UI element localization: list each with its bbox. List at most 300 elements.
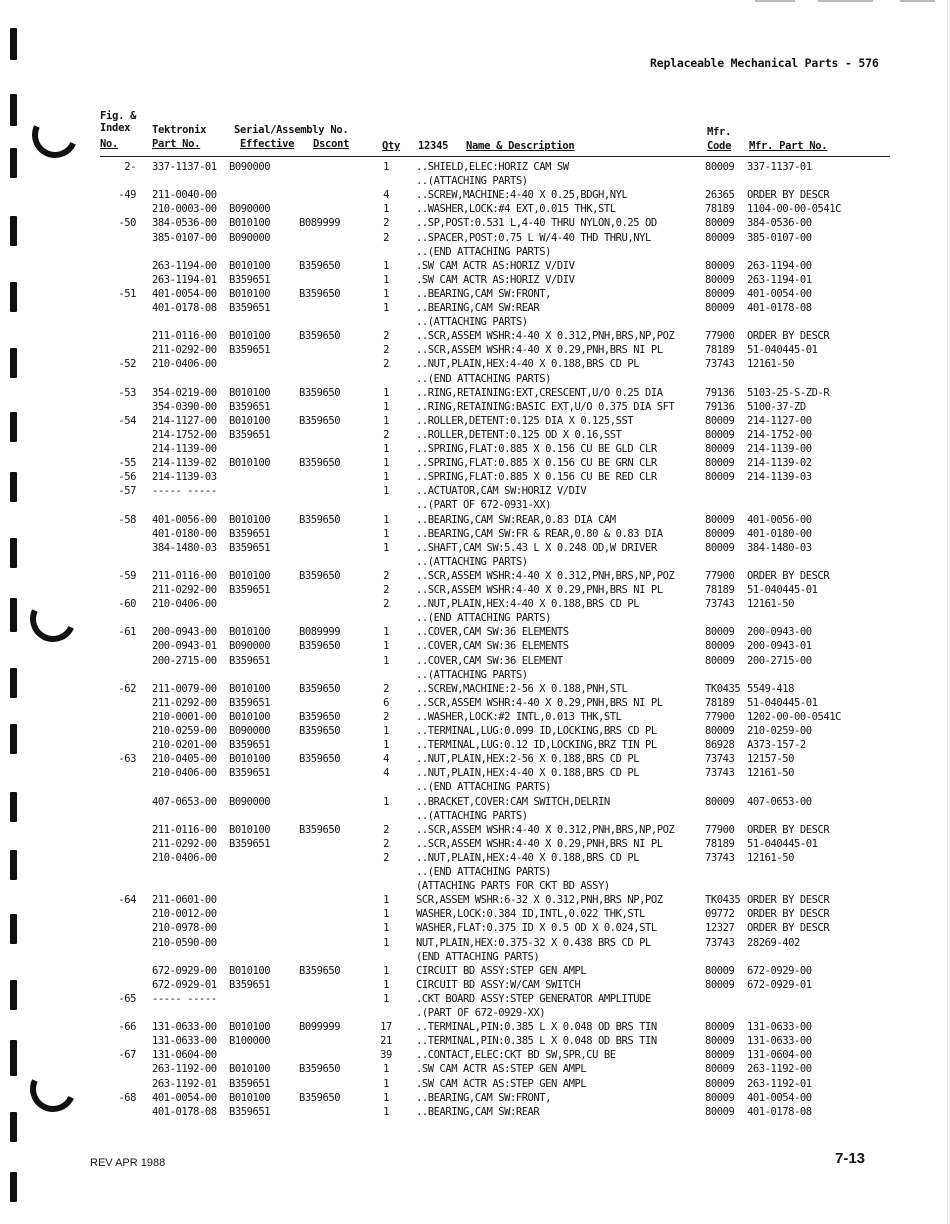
mfr-code: 80009 [705, 1091, 735, 1104]
quantity: 2 [383, 682, 389, 695]
serial-discontinued: B099999 [299, 1021, 341, 1034]
mfr-code: 79136 [705, 400, 735, 413]
serial-discontinued: B359650 [299, 569, 341, 582]
mfr-code: 73743 [705, 358, 735, 371]
table-row [0, 484, 950, 498]
mfr-code: 80009 [705, 626, 735, 639]
mfr-code: 79136 [705, 386, 735, 399]
mfr-part-number: ORDER BY DESCR [747, 330, 830, 343]
fig-index: -54 [118, 414, 136, 427]
mfr-code: 80009 [705, 541, 735, 554]
mfr-part-number: 12161-50 [747, 851, 794, 864]
tektronix-part-number: 401-0178-08 [152, 302, 217, 314]
header-fig-line1: Fig. & [100, 110, 137, 122]
table-row [0, 245, 950, 259]
table-row [0, 950, 950, 964]
table-row [0, 569, 950, 583]
tektronix-part-number: 384-1480-03 [152, 541, 217, 554]
description: ..NUT,PLAIN,HEX:4-40 X 0.188,BRS CD PL [416, 598, 640, 611]
description: ..NUT,PLAIN,HEX:2-56 X 0.188,BRS CD PL [416, 753, 640, 766]
quantity: 1 [383, 302, 389, 314]
serial-effective: B010100 [229, 513, 271, 526]
mfr-code: 80009 [705, 457, 735, 470]
quantity: 1 [383, 1105, 389, 1118]
serial-discontinued: B359650 [299, 287, 341, 300]
mfr-part-number: 263-1192-00 [747, 1063, 812, 1076]
serial-effective: B010100 [229, 386, 271, 399]
mfr-part-number: 214-1139-03 [747, 471, 812, 484]
mfr-code: 77900 [705, 823, 735, 836]
mfr-code: 77900 [705, 569, 735, 582]
description: .SW CAM ACTR AS:STEP GEN AMPL [416, 1063, 587, 1076]
mfr-part-number: 12157-50 [747, 753, 794, 766]
description: ..(END ATTACHING PARTS) [416, 372, 552, 385]
table-row [0, 541, 950, 555]
quantity: 1 [383, 513, 389, 526]
mfr-code: TK0435 [705, 682, 741, 695]
quantity: 1 [383, 908, 389, 921]
serial-effective: B359651 [229, 302, 271, 314]
tektronix-part-number: 200-0943-00 [152, 626, 217, 639]
description: ..(PART OF 672-0931-XX) [416, 499, 552, 512]
description: ..SHIELD,ELEC:HORIZ CAM SW [416, 161, 569, 173]
serial-effective: B359651 [229, 541, 271, 554]
description: ..TERMINAL,LUG:0.12 ID,LOCKING,BRZ TIN PL [416, 739, 657, 752]
mfr-part-number: 214-1752-00 [747, 428, 812, 441]
tektronix-part-number: 672-0929-00 [152, 964, 217, 977]
serial-effective: B010100 [229, 964, 271, 977]
description: SCR,ASSEM WSHR:6-32 X 0.312,PNH,BRS NP,POZ [416, 894, 663, 907]
serial-effective: B359651 [229, 344, 271, 357]
tektronix-part-number: 210-0406-00 [152, 851, 217, 864]
table-row [0, 809, 950, 823]
header-fig-line2: Index [100, 122, 131, 134]
serial-effective: B359651 [229, 1077, 271, 1090]
fig-index: -55 [118, 457, 136, 470]
quantity: 1 [383, 964, 389, 977]
table-row [0, 231, 950, 245]
table-row [0, 1048, 950, 1062]
serial-discontinued: B359650 [299, 823, 341, 836]
table-row [0, 738, 950, 752]
table-row [0, 1091, 950, 1105]
serial-effective: B359651 [229, 739, 271, 752]
table-row [0, 555, 950, 569]
table-row [0, 513, 950, 527]
description: ..NUT,PLAIN,HEX:4-40 X 0.188,BRS CD PL [416, 767, 640, 780]
description: ..SCREW,MACHINE:4-40 X 0.25,BDGH,NYL [416, 189, 628, 202]
mfr-code: 80009 [705, 795, 735, 808]
quantity: 1 [383, 992, 389, 1005]
quantity: 39 [380, 1049, 392, 1062]
quantity: 2 [383, 217, 389, 230]
serial-discontinued: B359650 [299, 386, 341, 399]
table-row [0, 188, 950, 202]
description: ..BEARING,CAM SW:FR & REAR,0.80 & 0.83 DIA [416, 527, 663, 540]
description: ..SCR,ASSEM WSHR:4-40 X 0.312,PNH,BRS,NP,POZ [416, 569, 675, 582]
description: ..ACTUATOR,CAM SW:HORIZ V/DIV [416, 485, 587, 498]
tektronix-part-number: 214-1127-00 [152, 414, 217, 427]
description: ..WASHER,LOCK:#2 INTL,0.013 THK,STL [416, 710, 622, 723]
tektronix-part-number: 337-1137-01 [152, 161, 217, 173]
description: ..SCREW,MACHINE:2-56 X 0.188,PNH,STL [416, 682, 628, 695]
mfr-part-number: ORDER BY DESCR [747, 894, 830, 907]
description: .SW CAM ACTR AS:HORIZ V/DIV [416, 259, 575, 272]
description: ..ROLLER,DETENT:0.125 DIA X 0.125,SST [416, 414, 634, 427]
mfr-code: 80009 [705, 964, 735, 977]
mfr-part-number: ORDER BY DESCR [747, 569, 830, 582]
serial-effective: B010100 [229, 217, 271, 230]
fig-index: -58 [118, 513, 136, 526]
tektronix-part-number: 210-0406-00 [152, 598, 217, 611]
page-title: Replaceable Mechanical Parts - 576 [650, 56, 879, 70]
description: ..NUT,PLAIN,HEX:4-40 X 0.188,BRS CD PL [416, 358, 640, 371]
mfr-code: 80009 [705, 513, 735, 526]
description: WASHER,FLAT:0.375 ID X 0.5 OD X 0.024,STL [416, 922, 657, 935]
tektronix-part-number: 211-0116-00 [152, 823, 217, 836]
fig-index: -49 [118, 189, 136, 202]
quantity: 1 [383, 471, 389, 484]
description: ..BRACKET,COVER:CAM SWITCH,DELRIN [416, 795, 610, 808]
mfr-part-number: 401-0056-00 [747, 513, 812, 526]
quantity: 1 [383, 795, 389, 808]
tektronix-part-number: 214-1139-03 [152, 471, 217, 484]
table-row [0, 470, 950, 484]
serial-effective: B359651 [229, 527, 271, 540]
fig-index: -57 [118, 485, 136, 498]
serial-effective: B090000 [229, 725, 271, 737]
quantity: 1 [383, 978, 389, 991]
table-row [0, 1105, 950, 1119]
table-row [0, 174, 950, 188]
mfr-code: 80009 [705, 1063, 735, 1076]
tektronix-part-number: 211-0040-00 [152, 189, 217, 202]
description: (ATTACHING PARTS FOR CKT BD ASSY) [416, 880, 610, 893]
description: CIRCUIT BD ASSY:W/CAM SWITCH [416, 978, 581, 991]
description: .SW CAM ACTR AS:HORIZ V/DIV [416, 273, 575, 286]
tektronix-part-number: 401-0180-00 [152, 527, 217, 540]
tektronix-part-number: 131-0633-00 [152, 1035, 217, 1048]
tektronix-part-number: 210-0405-00 [152, 753, 217, 766]
table-row [0, 386, 950, 400]
tektronix-part-number: 263-1194-00 [152, 259, 217, 272]
description: ..COVER,CAM SW:36 ELEMENTS [416, 640, 569, 653]
serial-discontinued: B359650 [299, 1063, 341, 1076]
serial-effective: B090000 [229, 161, 271, 173]
quantity: 2 [383, 598, 389, 611]
serial-effective: B010100 [229, 753, 271, 766]
serial-discontinued: B359650 [299, 640, 341, 653]
mfr-code: 09772 [705, 908, 735, 921]
mfr-part-number: 407-0653-00 [747, 795, 812, 808]
quantity: 2 [383, 823, 389, 836]
serial-discontinued: B089999 [299, 217, 341, 230]
mfr-part-number: 384-1480-03 [747, 541, 812, 554]
table-row [0, 893, 950, 907]
table-row [0, 329, 950, 343]
mfr-code: 80009 [705, 287, 735, 300]
table-row [0, 611, 950, 625]
fig-index: -63 [118, 753, 136, 766]
mfr-code: 80009 [705, 443, 735, 455]
mfr-part-number: 1104-00-00-0541C [747, 203, 841, 216]
mfr-part-number: ORDER BY DESCR [747, 189, 830, 202]
mfr-code: 80009 [705, 978, 735, 991]
tektronix-part-number: 263-1192-00 [152, 1063, 217, 1076]
fig-index: -53 [118, 386, 136, 399]
serial-effective: B010100 [229, 287, 271, 300]
serial-effective: B010100 [229, 710, 271, 723]
fig-index: -68 [118, 1091, 136, 1104]
table-row [0, 456, 950, 470]
column-headers [0, 0, 950, 160]
quantity: 2 [383, 330, 389, 343]
serial-effective: B359651 [229, 584, 271, 596]
table-row [0, 216, 950, 230]
mfr-part-number: 263-1192-01 [747, 1077, 812, 1090]
mfr-part-number: 401-0054-00 [747, 1091, 812, 1104]
mfr-code: TK0435 [705, 894, 741, 907]
quantity: 2 [383, 358, 389, 371]
quantity: 1 [383, 654, 389, 667]
serial-effective: B359651 [229, 978, 271, 991]
description: ..RING,RETAINING:BASIC EXT,U/O 0.375 DIA SFT [416, 400, 675, 413]
tektronix-part-number: ----- ----- [152, 992, 217, 1005]
mfr-code: 80009 [705, 640, 735, 653]
serial-effective: B090000 [229, 203, 271, 216]
tektronix-part-number: 131-0604-00 [152, 1049, 217, 1062]
table-row [0, 654, 950, 668]
table-row [0, 273, 950, 287]
description: ..SCR,ASSEM WSHR:4-40 X 0.29,PNH,BRS NI PL [416, 344, 663, 357]
serial-discontinued: B359650 [299, 753, 341, 766]
quantity: 1 [383, 287, 389, 300]
mfr-code: 78189 [705, 696, 735, 709]
tektronix-part-number: 211-0292-00 [152, 696, 217, 709]
serial-discontinued: B359650 [299, 682, 341, 695]
description: ..SPRING,FLAT:0.885 X 0.156 CU BE GLD CLR [416, 443, 657, 455]
quantity: 4 [383, 767, 389, 780]
description: ..SCR,ASSEM WSHR:4-40 X 0.312,PNH,BRS,NP,POZ [416, 330, 675, 343]
mfr-part-number: 51-040445-01 [747, 696, 818, 709]
tektronix-part-number: 210-0406-00 [152, 767, 217, 780]
serial-effective: B010100 [229, 1021, 271, 1034]
quantity: 4 [383, 753, 389, 766]
tektronix-part-number: 263-1194-01 [152, 273, 217, 286]
fig-index: -67 [118, 1049, 136, 1062]
serial-effective: B359651 [229, 1105, 271, 1118]
fig-index: -66 [118, 1021, 136, 1034]
tektronix-part-number: 200-0943-01 [152, 640, 217, 653]
tektronix-part-number: 210-0978-00 [152, 922, 217, 935]
description: (END ATTACHING PARTS) [416, 950, 540, 963]
tektronix-part-number: 210-0259-00 [152, 725, 217, 737]
description: NUT,PLAIN,HEX:0.375-32 X 0.438 BRS CD PL [416, 936, 651, 949]
quantity: 2 [383, 851, 389, 864]
serial-effective: B010100 [229, 330, 271, 343]
mfr-part-number: ORDER BY DESCR [747, 823, 830, 836]
tektronix-part-number: 401-0178-08 [152, 1105, 217, 1118]
header-tek-line1: Tektronix [152, 124, 207, 136]
serial-discontinued: B359650 [299, 725, 341, 737]
mfr-part-number: 401-0178-08 [747, 302, 812, 314]
table-row [0, 1006, 950, 1020]
quantity: 1 [383, 640, 389, 653]
tektronix-part-number: 211-0601-00 [152, 894, 217, 907]
tektronix-part-number: 131-0633-00 [152, 1021, 217, 1034]
mfr-code: 80009 [705, 414, 735, 427]
serial-effective: B010100 [229, 569, 271, 582]
table-row [0, 879, 950, 893]
description: ..BEARING,CAM SW:REAR [416, 1105, 540, 1118]
serial-discontinued: B359650 [299, 457, 341, 470]
table-row [0, 315, 950, 329]
mfr-part-number: A373-157-2 [747, 739, 806, 752]
mfr-part-number: ORDER BY DESCR [747, 908, 830, 921]
description: ..(END ATTACHING PARTS) [416, 245, 552, 258]
header-fig-line3: No. [100, 138, 119, 150]
table-row [0, 668, 950, 682]
quantity: 1 [383, 273, 389, 286]
tektronix-part-number: 210-0406-00 [152, 358, 217, 371]
description: ..RING,RETAINING:EXT,CRESCENT,U/O 0.25 DIA [416, 386, 663, 399]
serial-discontinued: B359650 [299, 710, 341, 723]
tektronix-part-number: 210-0201-00 [152, 739, 217, 752]
serial-effective: B010100 [229, 1091, 271, 1104]
table-row [0, 865, 950, 879]
description: ..TERMINAL,PIN:0.385 L X 0.048 OD BRS TIN [416, 1035, 657, 1048]
header-rule [100, 156, 890, 157]
description: CIRCUIT BD ASSY:STEP GEN AMPL [416, 964, 587, 977]
tektronix-part-number: 401-0054-00 [152, 1091, 217, 1104]
mfr-part-number: 401-0180-00 [747, 527, 812, 540]
quantity: 2 [383, 569, 389, 582]
tektronix-part-number: ----- ----- [152, 485, 217, 498]
description: ..TERMINAL,LUG:0.099 ID,LOCKING,BRS CD PL [416, 725, 657, 737]
description: ..(ATTACHING PARTS) [416, 555, 528, 568]
quantity: 1 [383, 1091, 389, 1104]
header-tek-line2: Part No. [152, 138, 201, 150]
tektronix-part-number: 200-2715-00 [152, 654, 217, 667]
quantity: 1 [383, 443, 389, 455]
tektronix-part-number: 210-0003-00 [152, 203, 217, 216]
mfr-part-number: 385-0107-00 [747, 231, 812, 244]
tektronix-part-number: 211-0116-00 [152, 330, 217, 343]
tektronix-part-number: 210-0590-00 [152, 936, 217, 949]
table-row [0, 921, 950, 935]
mfr-part-number: 337-1137-01 [747, 161, 812, 173]
header-desc-name: Name & Description [466, 140, 575, 152]
tektronix-part-number: 211-0292-00 [152, 837, 217, 850]
description: ..ROLLER,DETENT:0.125 OD X 0.16,SST [416, 428, 622, 441]
mfr-part-number: 263-1194-00 [747, 259, 812, 272]
serial-effective: B359651 [229, 767, 271, 780]
mfr-part-number: 214-1127-00 [747, 414, 812, 427]
serial-effective: B090000 [229, 231, 271, 244]
tektronix-part-number: 214-1752-00 [152, 428, 217, 441]
serial-effective: B359651 [229, 654, 271, 667]
table-row [0, 936, 950, 950]
quantity: 2 [383, 428, 389, 441]
tektronix-part-number: 211-0292-00 [152, 344, 217, 357]
mfr-part-number: 5103-25-S-ZD-R [747, 386, 830, 399]
table-row [0, 160, 950, 174]
quantity: 1 [383, 527, 389, 540]
quantity: 2 [383, 344, 389, 357]
quantity: 1 [383, 1063, 389, 1076]
mfr-part-number: 28269-402 [747, 936, 800, 949]
description: ..(END ATTACHING PARTS) [416, 612, 552, 625]
mfr-part-number: 263-1194-01 [747, 273, 812, 286]
description: ..SPACER,POST:0.75 L W/4-40 THD THRU,NYL [416, 231, 651, 244]
description: ..(END ATTACHING PARTS) [416, 866, 552, 878]
quantity: 1 [383, 259, 389, 272]
mfr-code: 80009 [705, 654, 735, 667]
fig-index: -50 [118, 217, 136, 230]
serial-effective: B359651 [229, 837, 271, 850]
mfr-code: 80009 [705, 302, 735, 314]
quantity: 1 [383, 541, 389, 554]
fig-index: -56 [118, 471, 136, 484]
description: .SW CAM ACTR AS:STEP GEN AMPL [416, 1077, 587, 1090]
mfr-code: 78189 [705, 837, 735, 850]
quantity: 1 [383, 485, 389, 498]
quantity: 1 [383, 936, 389, 949]
table-row [0, 696, 950, 710]
header-desc-codes: 12345 [418, 140, 449, 152]
table-row [0, 414, 950, 428]
mfr-part-number: 200-2715-00 [747, 654, 812, 667]
tektronix-part-number: 211-0116-00 [152, 569, 217, 582]
quantity: 1 [383, 922, 389, 935]
tektronix-part-number: 407-0653-00 [152, 795, 217, 808]
description: ..CONTACT,ELEC:CKT BD SW,SPR,CU BE [416, 1049, 616, 1062]
description: ..COVER,CAM SW:36 ELEMENT [416, 654, 563, 667]
mfr-code: 80009 [705, 231, 735, 244]
mfr-part-number: 384-0536-00 [747, 217, 812, 230]
fig-index: -60 [118, 598, 136, 611]
description: ..SCR,ASSEM WSHR:4-40 X 0.29,PNH,BRS NI PL [416, 584, 663, 596]
tektronix-part-number: 211-0292-00 [152, 584, 217, 596]
serial-discontinued: B089999 [299, 626, 341, 639]
table-row [0, 202, 950, 216]
description: ..SCR,ASSEM WSHR:4-40 X 0.312,PNH,BRS,NP,POZ [416, 823, 675, 836]
table-row [0, 527, 950, 541]
table-row [0, 400, 950, 414]
serial-discontinued: B359650 [299, 964, 341, 977]
mfr-part-number: 1202-00-00-0541C [747, 710, 841, 723]
table-row [0, 597, 950, 611]
serial-discontinued: B359650 [299, 513, 341, 526]
serial-effective: B010100 [229, 823, 271, 836]
header-mfr-code: Code [707, 140, 732, 152]
quantity: 1 [383, 626, 389, 639]
tektronix-part-number: 401-0056-00 [152, 513, 217, 526]
serial-effective: B010100 [229, 259, 271, 272]
table-row [0, 724, 950, 738]
table-row [0, 343, 950, 357]
mfr-code: 78189 [705, 344, 735, 357]
table-row [0, 710, 950, 724]
description: ..TERMINAL,PIN:0.385 L X 0.048 OD BRS TIN [416, 1021, 657, 1034]
quantity: 21 [380, 1035, 392, 1048]
tektronix-part-number: 354-0390-00 [152, 400, 217, 413]
serial-discontinued: B359650 [299, 1091, 341, 1104]
revision-date: REV APR 1988 [90, 1157, 166, 1169]
mfr-code: 80009 [705, 428, 735, 441]
table-row [0, 357, 950, 371]
mfr-code: 86928 [705, 739, 735, 752]
